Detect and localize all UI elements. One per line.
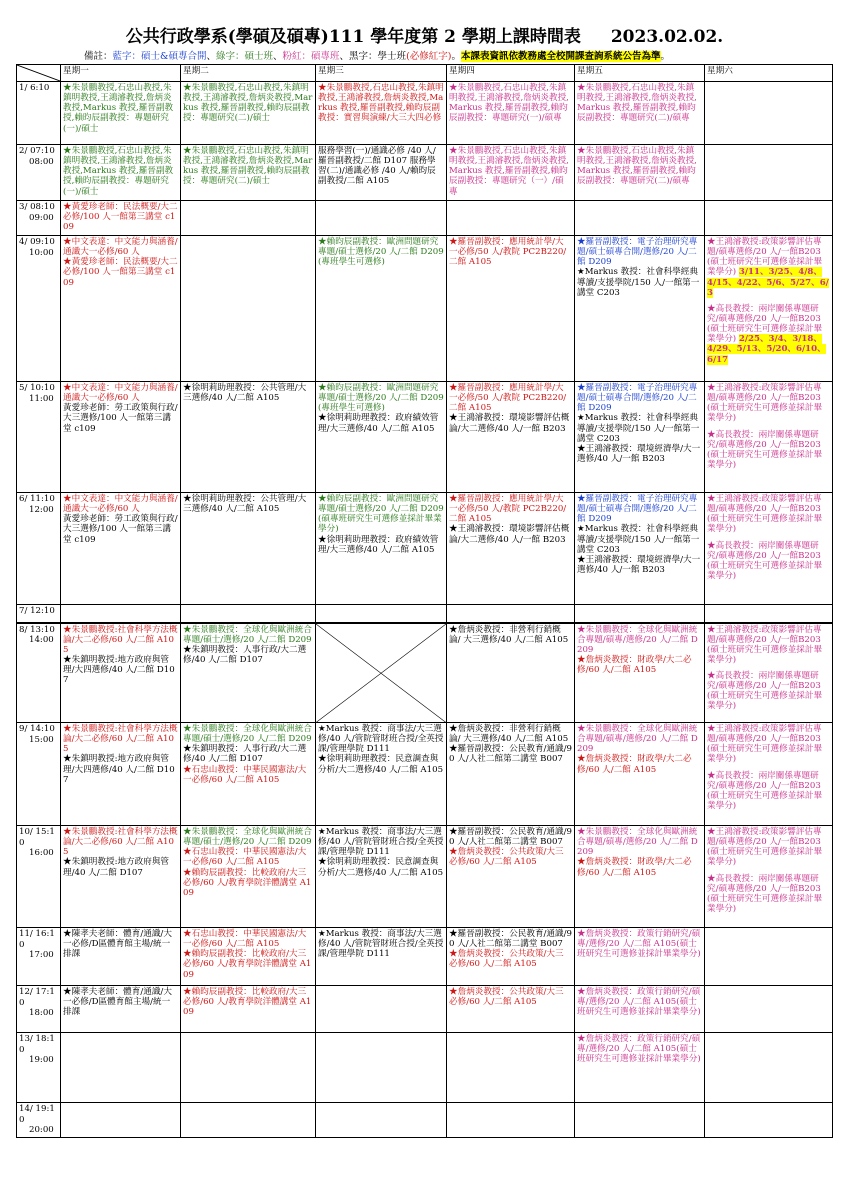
title-text: 公共行政學系(學碩及碩專)111 學年度第 2 學期上課時間表 — [125, 27, 581, 47]
empty-cell — [705, 201, 833, 236]
period-label: 14/ 19:10 20:00 — [17, 1103, 61, 1138]
period-row-12 — [17, 986, 833, 1033]
period-row-4 — [17, 236, 833, 382]
legend-sep2: 、 — [273, 51, 283, 62]
highlight-dates: 2/25、3/4、3/18、4/29、5/13、5/20、6/10、6/17 — [707, 334, 826, 365]
empty-cell — [316, 201, 447, 236]
course-cell: ★羅晉副教授：電子治理研究專題/碩士碩專合開/選修/20 人/二館 D209 ★Markus 教授：社會科學經典導讀/支援學院/150 人/一館第一講堂 C203 ★王鴻濬教授：環境經濟學/大一選修/40 人/一館 B203 — [575, 493, 705, 605]
course-cell: ★朱景鵬教授：全球化與歐洲統合專題/碩士/選修/20 人/二館 D209 ★石忠山教授：中華民國憲法/大一必修/60 人/二館 A105 ★賴昀辰副教授：比較政府/大三必修/60 人/教育學院洋體講堂 A109 — [181, 826, 316, 928]
legend-prefix: 備註： — [84, 51, 113, 62]
period-label: 6/ 11:10 12:00 — [17, 493, 61, 605]
legend-end: 。 — [660, 51, 671, 62]
empty-cell — [575, 605, 705, 623]
period-label: 5/ 10:10 11:00 — [17, 382, 61, 493]
day-header-wed: 星期三 — [316, 65, 447, 82]
empty-cell — [705, 1033, 833, 1103]
course-cell: ★詹炳炎教授：政策行銷研究/碩專/選修/20 人/二館 A105(碩士班研究生可選修並採計畢業學分) — [575, 1033, 705, 1103]
period-row-5 — [17, 382, 833, 493]
course-cell: ★Markus 教授：商事法/大三選修/40 人/管院管財班合授/全英授課/管理學院 D111 ★徐明莉助理教授：民意調查與分析/大二選修/40 人/二館 A105 — [316, 826, 447, 928]
empty-cell — [705, 82, 833, 145]
empty-cell — [575, 1103, 705, 1138]
period-row-1 — [17, 82, 833, 145]
empty-cell — [575, 201, 705, 236]
course-cell: ★王鴻濬教授:政策影響評估專題/碩專選修/20 人/一館B203(碩士班研究生可選修並採計畢業學分) ★高長教授：兩岸關係專題研究/碩專選修/20 人/一館B203(碩士班研究生可選修並採計畢業學分) — [705, 723, 833, 826]
course-cell: ★中文表達：中文能力與涵養/通識大一必修/60 人 ★黃愛珍老師：民法概要/大二必修/100 人一館第三講堂 c109 — [61, 236, 181, 382]
period-label: 12/ 17:10 18:00 — [17, 986, 61, 1033]
period-label: 4/ 09:10 10:00 — [17, 236, 61, 382]
course-cell: ★朱景鵬教授:社會科學方法概論/大二必修/60 人/二館 A105 ★朱鎮明教授:地方政府與管理/40 人/二館 D107 — [61, 826, 181, 928]
period-row-7 — [17, 605, 833, 623]
empty-cell — [705, 605, 833, 623]
legend-sep3: 、黑字：學士班 — [339, 51, 407, 62]
course-cell: ★朱景鵬教授,石忠山教授,朱鎮明教授,王鴻濬教授,詹炳炎教授,Markus 教授,羅晉副教授,賴昀辰副教授：實習與演練/大三大四必修 — [316, 82, 447, 145]
course-cell: ★羅晉副教授：公民教育/通識/90 人/人社二館第二講堂 B007 ★詹炳炎教授：公共政策/大三必修/60 人/二館 A105 — [447, 928, 575, 986]
legend-sep1: 、 — [206, 51, 216, 62]
timetable — [16, 64, 833, 1138]
period-row-11 — [17, 928, 833, 986]
period-row-2 — [17, 145, 833, 201]
course-cell: ★朱景鵬教授:社會科學方法概論/大二必修/60 人/二館 A105 ★朱鎮明教授:地方政府與管理/大四選修/40 人/二館 D107 — [61, 623, 181, 723]
empty-cell — [181, 201, 316, 236]
period-row-10 — [17, 826, 833, 928]
course-cell: ★羅晉副教授：公民教育/通識/90 人/人社二館第二講堂 B007 ★詹炳炎教授：公共政策/大三必修/60 人/二館 A105 — [447, 826, 575, 928]
empty-cell — [316, 1103, 447, 1138]
empty-cell — [316, 605, 447, 623]
course-cell: ★詹炳炎教授：政策行銷研究/碩專/選修/20 人/二館 A105(碩士班研究生可選修並採計畢業學分) — [575, 928, 705, 986]
period-label: 10/ 15:10 16:00 — [17, 826, 61, 928]
course-cell: ★朱景鵬教授：全球化與歐洲統合專題/碩士/選修/20 人/二館 D209 ★朱鎮明教授：人事行政/大二選修/40 人/二館 D107 ★石忠山教授：中華民國憲法/大一必修/60 人/二館 A105 — [181, 723, 316, 826]
course-cell: ★賴昀辰副教授：歐洲問題研究專題/碩士選修/20 人/二館 D209(碩專班研究生可選修並採計畢業學分) ★徐明莉助理教授：政府績效管理/大三選修/40 人/二館 A105 — [316, 493, 447, 605]
period-label: 13/ 18:10 19:00 — [17, 1033, 61, 1103]
empty-cell — [447, 201, 575, 236]
period-row-3 — [17, 201, 833, 236]
course-cell: ★陳孝夫老師：體育/通識/大一必修/D區體育館主場/統一排課 — [61, 986, 181, 1033]
day-header-thu: 星期四 — [447, 65, 575, 82]
empty-cell — [447, 1033, 575, 1103]
course-cell: ★陳孝夫老師：體育/通識/大一必修/D區體育館主場/統一排課 — [61, 928, 181, 986]
period-label: 3/ 08:10 09:00 — [17, 201, 61, 236]
period-row-9 — [17, 723, 833, 826]
empty-cell — [181, 1103, 316, 1138]
empty-cell — [61, 1033, 181, 1103]
course-cell: ★朱景鵬教授,石忠山教授,朱鎮明教授,王鴻濬教授,詹炳炎教授,Markus 教授,羅晉副教授,賴昀辰副教授：專題研究(二)/碩士 — [181, 82, 316, 145]
course-cell: ★朱景鵬教授：全球化與歐洲統合專題/碩專/選修/20 人/二館 D209 ★詹炳炎教授：財政學/大二必修/60 人/二館 A105 — [575, 623, 705, 723]
empty-cell — [447, 1103, 575, 1138]
course-cell: ★詹炳炎教授：非營利行銷概論/ 大三選修/40 人/二館 A105 — [447, 623, 575, 723]
course-cell: ★詹炳炎教授：非營利行銷概論/ 大三選修/40 人/二館 A105 ★羅晉副教授：公民教育/通識/90 人/人社二館第二講堂 B007 — [447, 723, 575, 826]
period-label: 11/ 16:10 17:00 — [17, 928, 61, 986]
course-cell: ★賴昀辰副教授：歐洲問題研究專題/碩士選修/20 人/二館 D209(專班學生可選修) ★徐明莉助理教授：政府績效管理/大三選修/40 人/二館 A105 — [316, 382, 447, 493]
highlight-dates: 3/11、3/25、4/8、4/15、4/22、5/6、5/27、6/3 — [707, 267, 829, 298]
course-cell: ★朱景鵬教授:社會科學方法概論/大二必修/60 人/二館 A105 ★朱鎮明教授:地方政府與管理/大四選修/40 人/二館 D107 — [61, 723, 181, 826]
course-cell: ★朱景鵬教授：全球化與歐洲統合專題/碩士/選修/20 人/二館 D209 ★朱鎮明教授：人事行政/大二選修/40 人/二館 D107 — [181, 623, 316, 723]
course-cell: ★朱景鵬教授,石忠山教授,朱鎮明教授,王鴻濬教授,詹炳炎教授,Markus 教授,羅晉副教授,賴昀辰副教授：專題研究（一）/碩專 — [447, 145, 575, 201]
title-date: 2023.02.02. — [610, 27, 724, 47]
period-label: 2/ 07:10 08:00 — [17, 145, 61, 201]
course-cell: ★王鴻濬教授:政策影響評估專題/碩專選修/20 人/一館B203(碩士班研究生可選修並採計畢業學分) ★高長教授：兩岸關係專題研究/碩專選修/20 人/一館B203(碩士班研究生可選修並採計畢業學分) — [705, 826, 833, 928]
legend — [84, 48, 670, 62]
course-cell: ★王鴻濬教授:政策影響評估專題/碩專選修/20 人/一館B203(碩士班研究生可選修並採計畢業學分) 3/11、3/25、4/8、4/15、4/22、5/6、5/27、6/3 ★高長教授：兩岸關係專題研究/碩專選修/20 人/一館B203(碩士班研究生可選修並採計畢業學分) 2/25、3/4、3/18、4/29、5/13、5/20、6/10、6/17 — [705, 236, 833, 382]
course-cell: ★朱景鵬教授：全球化與歐洲統合專題/碩專/選修/20 人/二館 D209 ★詹炳炎教授：財政學/大二必修/60 人/二館 A105 — [575, 723, 705, 826]
empty-cell — [705, 986, 833, 1033]
course-cell: ★中文表達：中文能力與涵養/通識大一必修/60 人 黃愛珍老師：勞工政策與行政/大三選修/100 人一館第三講堂 c109 — [61, 382, 181, 493]
legend-blue: 藍字：碩士&碩專合開 — [112, 51, 207, 62]
course-cell: ★Markus 教授：商事法/大三選修/40 人/管院管財班合授/全英授課/管理學院 D111 ★徐明莉助理教授：民意調查與分析/大二選修/40 人/二館 A105 — [316, 723, 447, 826]
empty-cell — [316, 986, 447, 1033]
course-cell: ★王鴻濬教授:政策影響評估專題/碩專選修/20 人/一館B203(碩士班研究生可選修並採計畢業學分) ★高長教授：兩岸關係專題研究/碩專選修/20 人/一館B203(碩士班研究生可選修並採計畢業學分) — [705, 493, 833, 605]
course-cell: ★朱景鵬教授,石忠山教授,朱鎮明教授,王鴻濬教授,詹炳炎教授,Markus 教授,羅晉副教授,賴昀辰副教授：專題研究(一)/碩專 — [447, 82, 575, 145]
course-cell: ★羅晉副教授：應用統計學/大一必修/50 人/教院 PC2B220/二館 A105 ★王鴻濬教授：環境影響評估概論/大二選修/40 人/一館 B203 — [447, 382, 575, 493]
course-cell: ★羅晉副教授：電子治理研究專題/碩士碩專合開/選修/20 人/二館 D209 ★Markus 教授：社會科學經典導讀/支援學院/150 人/一館第一講堂 C203 ★王鴻濬教授：環境經濟學/大一選修/40 人/一館 B203 — [575, 382, 705, 493]
course-cell: ★王鴻濬教授:政策影響評估專題/碩專選修/20 人/一館B203(碩士班研究生可選修並採計畢業學分) ★高長教授：兩岸關係專題研究/碩專選修/20 人/一館B203(碩士班研究生可選修並採計畢業學分) — [705, 382, 833, 493]
course-cell: ★朱景鵬教授,石忠山教授,朱鎮明教授,王鴻濬教授,詹炳炎教授,Markus 教授,羅晉副教授,賴昀辰副教授：專題研究(二)/碩士 — [181, 145, 316, 201]
empty-cell — [447, 605, 575, 623]
course-cell: ★賴昀辰副教授：歐洲問題研究專題/碩士選修/20 人/二館 D209(專班學生可選修) — [316, 236, 447, 382]
course-cell: ★賴昀辰副教授：比較政府/大三必修/60 人/教育學院洋體講堂 A109 — [181, 986, 316, 1033]
course-cell: 服務學習(一)/通識必修 /40 人/羅晉副教授/二館 D107 服務學習(二)/通識必修 /40 人/賴昀辰副教授/二館 A105 — [316, 145, 447, 201]
legend-green: 綠字：碩士班 — [216, 51, 274, 62]
period-label: 9/ 14:10 15:00 — [17, 723, 61, 826]
empty-cell — [705, 1103, 833, 1138]
course-cell: ★朱景鵬教授,石忠山教授,朱鎮明教授,王鴻濬教授,詹炳炎教授,Markus 教授,羅晉副教授,賴昀辰副教授：專題研究(一)/碩士 — [61, 145, 181, 201]
empty-cell — [61, 1103, 181, 1138]
day-header-fri: 星期五 — [575, 65, 705, 82]
period-label: 8/ 13:10 14:00 — [17, 623, 61, 723]
course-cell: ★王鴻濬教授:政策影響評估專題/碩專選修/20 人/一館B203(碩士班研究生可選修並採計畢業學分) ★高長教授：兩岸關係專題研究/碩專選修/20 人/一館B203(碩士班研究生可選修並採計畢業學分) — [705, 623, 833, 723]
course-cell: ★黃愛珍老師：民法概要/大二必修/100 人一館第三講堂 c109 — [61, 201, 181, 236]
course-cell: ★詹炳炎教授：公共政策/大三必修/60 人/二館 A105 — [447, 986, 575, 1033]
course-cell: ★羅晉副教授：應用統計學/大一必修/50 人/教院 PC2B220/二館 A105 — [447, 236, 575, 382]
day-header-mon: 星期一 — [61, 65, 181, 82]
empty-cell — [181, 236, 316, 382]
empty-cell — [61, 605, 181, 623]
period-label: 7/ 12:10 — [17, 605, 61, 623]
empty-cell — [705, 928, 833, 986]
legend-red: (必修紅字) — [406, 51, 452, 62]
course-cell: ★羅晉副教授：應用統計學/大一必修/50 人/教院 PC2B220/二館 A105 ★王鴻濬教授：環境影響評估概論/大二選修/40 人/一館 B203 — [447, 493, 575, 605]
course-cell: ★Markus 教授：商事法/大三選修/40 人/管院管財班合授/全英授課/管理學院 D111 — [316, 928, 447, 986]
page-title — [0, 22, 849, 47]
course-cell: ★朱景鵬教授,石忠山教授,朱鎮明教授,王鴻濬教授,詹炳炎教授,Markus 教授,羅晉副教授,賴昀辰副教授：專題研究(二)/碩專 — [575, 145, 705, 201]
course-cell: ★羅晉副教授：電子治理研究專題/碩士碩專合開/選修/20 人/二館 D209 ★Markus 教授：社會科學經典導讀/支援學院/150 人/一館第一講堂 C203 — [575, 236, 705, 382]
header-row — [17, 65, 833, 82]
empty-cell — [705, 145, 833, 201]
legend-notice: 本課表資訊依教務處全校開課查詢系統公告為準 — [461, 51, 661, 62]
blocked-cell — [316, 623, 447, 723]
empty-cell — [181, 1033, 316, 1103]
legend-sep4: 。 — [451, 51, 461, 62]
period-row-14 — [17, 1103, 833, 1138]
period-row-13 — [17, 1033, 833, 1103]
period-row-8 — [17, 623, 833, 723]
course-cell: ★朱景鵬教授,石忠山教授,朱鎮明教授,王鴻濬教授,詹炳炎教授,Markus 教授,羅晉副教授,賴昀辰副教授：專題研究(二)/碩專 — [575, 82, 705, 145]
day-header-tue: 星期二 — [181, 65, 316, 82]
course-cell: ★中文表達：中文能力與涵養/通識大一必修/60 人 黃愛珍老師：勞工政策與行政/大三選修/100 人一館第三講堂 c109 — [61, 493, 181, 605]
corner-cell — [17, 65, 61, 82]
course-cell: ★朱景鵬教授,石忠山教授,朱鎮明教授,王鴻濬教授,詹炳炎教授,Markus 教授,羅晉副教授,賴昀辰副教授：專題研究(一)/碩士 — [61, 82, 181, 145]
course-cell: ★石忠山教授：中華民國憲法/大一必修/60 人/二館 A105 ★賴昀辰副教授：比較政府/大三必修/60 人/教育學院洋體講堂 A109 — [181, 928, 316, 986]
course-cell: ★詹炳炎教授：政策行銷研究/碩專/選修/20 人/二館 A105(碩士班研究生可選修並採計畢業學分) — [575, 986, 705, 1033]
empty-cell — [316, 1033, 447, 1103]
period-row-6 — [17, 493, 833, 605]
period-label: 1/ 6:10 — [17, 82, 61, 145]
day-header-sat: 星期六 — [705, 65, 833, 82]
course-cell: ★朱景鵬教授：全球化與歐洲統合專題/碩專/選修/20 人/二館 D209 ★詹炳炎教授：財政學/大二必修/60 人/二館 A105 — [575, 826, 705, 928]
course-cell: ★徐明莉助理教授：公共管理/大三選修/40 人/二館 A105 — [181, 493, 316, 605]
legend-pink: 粉紅：碩專班 — [282, 51, 340, 62]
empty-cell — [181, 605, 316, 623]
course-cell: ★徐明莉助理教授：公共管理/大三選修/40 人/二館 A105 — [181, 382, 316, 493]
